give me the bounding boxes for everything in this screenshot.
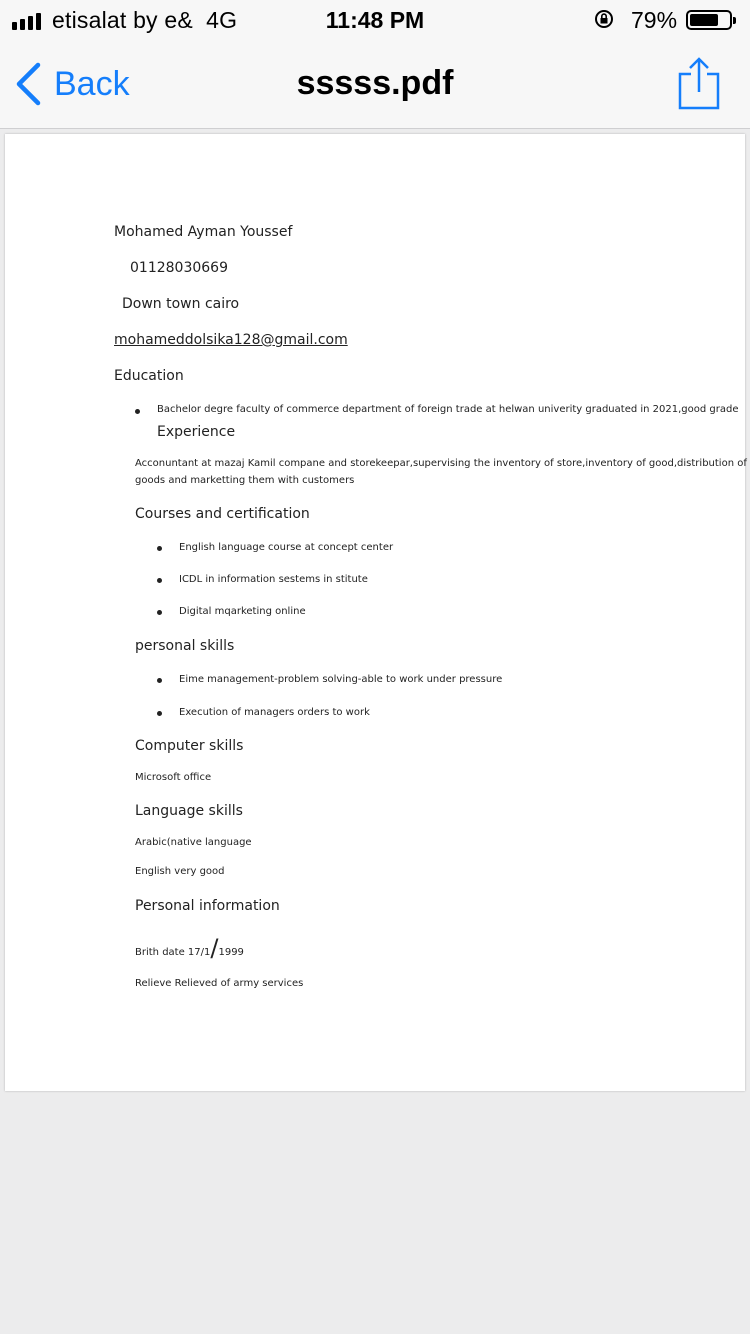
carrier-name: etisalat by e& 4G xyxy=(52,7,238,33)
birth-date-year: 1999 xyxy=(218,947,244,958)
course-item: English language course at concept center xyxy=(179,542,394,553)
personal-skills-heading: personal skills xyxy=(135,638,235,654)
military-status: Relieve Relieved of army services xyxy=(135,978,304,989)
birth-date-slash: / xyxy=(210,934,219,962)
birth-date xyxy=(135,934,244,962)
battery-icon xyxy=(686,10,732,30)
status-bar xyxy=(0,0,750,40)
computer-skills-text: Microsoft office xyxy=(135,772,212,783)
language-skills-heading: Language skills xyxy=(135,803,243,819)
skill-item: Eime management-problem solving-able to work under pressure xyxy=(179,674,503,685)
bullet-icon xyxy=(135,409,140,414)
network-type: 4G xyxy=(206,7,238,33)
courses-heading: Courses and certification xyxy=(135,506,310,522)
rotation-lock-icon xyxy=(594,9,614,29)
education-heading: Education xyxy=(114,368,184,384)
skill-item: Execution of managers orders to work xyxy=(179,707,370,718)
personal-info-heading: Personal information xyxy=(135,898,280,914)
bullet-icon xyxy=(157,610,162,615)
computer-skills-heading: Computer skills xyxy=(135,738,244,754)
cv-phone: 01128030669 xyxy=(130,260,228,276)
share-icon[interactable] xyxy=(674,56,724,112)
birth-date-prefix: Brith date 17/1 xyxy=(135,947,211,958)
bullet-icon xyxy=(157,711,162,716)
cv-name: Mohamed Ayman Youssef xyxy=(114,224,293,240)
pdf-page xyxy=(5,134,745,1091)
course-item: ICDL in information sestems in stitute xyxy=(179,574,368,585)
bullet-icon xyxy=(157,678,162,683)
experience-heading: Experience xyxy=(157,424,236,440)
language-item: English very good xyxy=(135,866,225,877)
language-item: Arabic(native language xyxy=(135,837,252,848)
course-item: Digital mqarketing online xyxy=(179,606,306,617)
battery-percentage: 79% xyxy=(631,7,678,33)
experience-line-1: Acconuntant at mazaj Kamil compane and storekeepar,supervising the inventory of store,inventory of good,distribution of xyxy=(135,458,747,469)
navigation-bar xyxy=(0,40,750,129)
back-label: Back xyxy=(54,64,130,103)
education-item: Bachelor degre faculty of commerce department of foreign trade at helwan univerity graduated in 2021,good grade xyxy=(157,404,739,415)
document-title: sssss.pdf xyxy=(296,64,454,102)
bullet-icon xyxy=(157,546,162,551)
cv-address: Down town cairo xyxy=(122,296,240,312)
pdf-viewer[interactable] xyxy=(0,129,750,1334)
clock: 11:48 PM xyxy=(325,7,425,33)
bullet-icon xyxy=(157,578,162,583)
experience-line-2: goods and marketting them with customers xyxy=(135,475,355,486)
cv-email-link[interactable]: mohameddolsika128@gmail.com xyxy=(114,332,348,348)
